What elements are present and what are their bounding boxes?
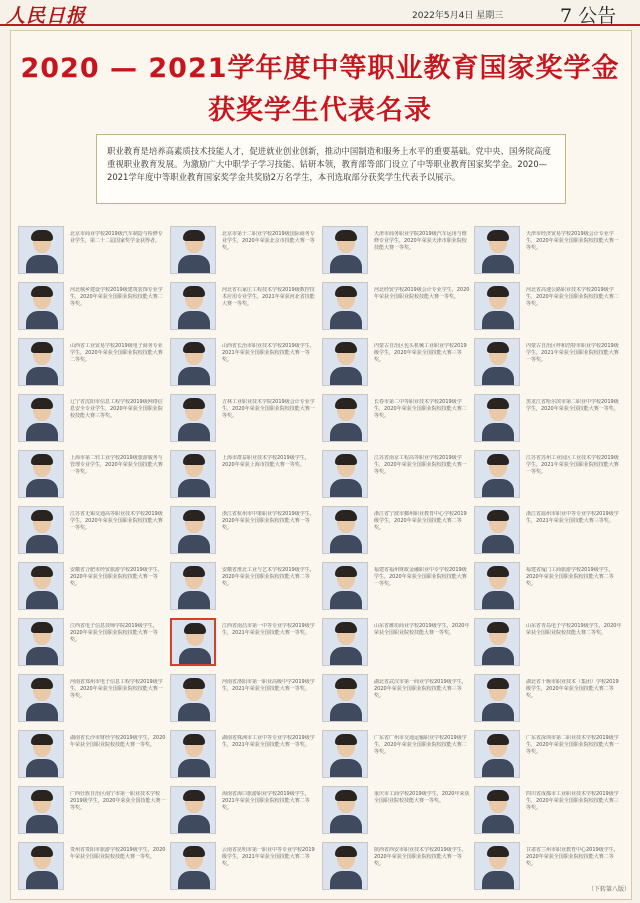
- student-card: [320, 724, 472, 780]
- student-photo: [322, 506, 368, 554]
- student-photo: [170, 730, 216, 778]
- continued-note: （下转第八版）: [588, 886, 631, 893]
- student-photo: [18, 450, 64, 498]
- student-description: 安徽省淮北工业与艺术学校2019级学生，2020年荣获全国职业院校技能大赛二等奖。: [222, 567, 315, 587]
- student-description: 河南省洛阳市第一职业高级中学2019级学生，2021年荣获全国技能大赛一等奖。: [222, 679, 315, 692]
- student-photo: [322, 730, 368, 778]
- student-card: [168, 276, 320, 332]
- student-photo: [18, 338, 64, 386]
- student-description: 广东省深圳市第二职业技术学校2019级学生，2020年荣获全国职业院校技能大赛一等奖。: [526, 735, 619, 755]
- student-card: [320, 500, 472, 556]
- student-card: [472, 332, 624, 388]
- student-description: 黑龙江省哈尔滨市第二职业中学校2019级学生，2020年荣获全国技能大赛一等奖。: [526, 399, 619, 412]
- student-description: 贵州省贵阳市旅游学校2019级学生，2020年荣获全国职业院校技能大赛一等奖。: [70, 847, 166, 860]
- student-photo: [474, 394, 520, 442]
- student-photo: [322, 842, 368, 890]
- student-photo: [170, 506, 216, 554]
- student-description: 福建省福州财政金融职业中专学校2019级学生，2020年荣获全国职业院校技能大赛一等奖。: [374, 567, 467, 587]
- student-card: [472, 220, 624, 276]
- student-description: 浙江省杭州市中策职业学校2019级学生，2020年荣获全国职业院校技能大赛一等奖。: [222, 511, 315, 531]
- student-card: [472, 612, 624, 668]
- student-photo: [474, 226, 520, 274]
- student-photo: [18, 226, 64, 274]
- student-description: 四川省成都市工业职业技术学校2019级学生，2020年荣获全国职业院校技能大赛三等奖。: [526, 791, 619, 811]
- student-description: 山东省青岛电子学校2019级学生，2020年荣获全国职业院校技能大赛二等奖。: [526, 623, 622, 636]
- student-description: 安徽省合肥市经贸旅游学校2019级学生，2020年荣获全国职业院校技能大赛一等奖。: [70, 567, 163, 587]
- student-photo: [18, 282, 64, 330]
- student-photo: [474, 674, 520, 722]
- student-photo: [170, 450, 216, 498]
- student-photo: [322, 282, 368, 330]
- student-photo: [18, 562, 64, 610]
- student-description: 河北省石家庄工程技术学校2019级数控技术应用专业学生，2021年荣获河北省技能大赛一等奖。: [222, 287, 315, 307]
- student-photo: [18, 786, 64, 834]
- student-photo: [474, 842, 520, 890]
- student-photo: [170, 282, 216, 330]
- student-card: [168, 332, 320, 388]
- page-number: 7 公告: [560, 5, 617, 27]
- student-description: 广西壮族自治区南宁市第一职业技术学校2019级学生，2020年荣获全国技能大赛一等奖。: [70, 791, 166, 811]
- student-photo: [322, 786, 368, 834]
- student-photo: [322, 618, 368, 666]
- student-description: 长春市第二中等职业技术学校2019级学生，2020年荣获全国职业院校技能大赛二等奖。: [374, 399, 467, 419]
- student-photo: [170, 674, 216, 722]
- student-description: 广东省广州市交通运输职业学校2019级学生，2020年荣获全国职业院校技能大赛二等奖。: [374, 735, 467, 755]
- student-card: [168, 836, 320, 892]
- page-title-line1: 2020 — 2021学年度中等职业教育国家奖学金: [20, 53, 620, 84]
- student-card: [168, 556, 320, 612]
- student-photo: [474, 730, 520, 778]
- student-card: [320, 780, 472, 836]
- student-description: 天津市商务职业学院2019级汽车运用与维修专业学生，2020年荣获天津市职业院校技能大赛一等奖。: [374, 231, 467, 251]
- student-description: 吉林工业职业技术学院2019级会计专业学生，2020年荣获全国职业院校技能大赛一等奖。: [222, 399, 315, 419]
- student-description: 山东省潍坊商业学校2019级学生，2020年荣获全国职业院校技能大赛一等奖。: [374, 623, 470, 636]
- student-description: 江苏省无锡交通高等职业技术学校2019级学生，2020年荣获全国职业院校技能大赛一等奖。: [70, 511, 163, 531]
- student-photo: [474, 786, 520, 834]
- student-card: [472, 780, 624, 836]
- student-photo: [322, 450, 368, 498]
- student-card: [472, 388, 624, 444]
- student-card: [16, 612, 168, 668]
- student-card: [168, 780, 320, 836]
- student-photo: [474, 562, 520, 610]
- student-description: 浙江省温州市职业中等专业学校2019级学生，2021年荣获全国技能大赛三等奖。: [526, 511, 619, 524]
- student-card: [472, 724, 624, 780]
- student-card: [16, 724, 168, 780]
- student-card: [472, 556, 624, 612]
- student-photo: [474, 506, 520, 554]
- student-card: [168, 724, 320, 780]
- student-card: [16, 780, 168, 836]
- student-description: 江苏省苏州工业园区工业技术学校2019级学生，2021年荣获全国职业院校技能大赛一等奖。: [526, 455, 619, 475]
- student-grid: [16, 220, 624, 892]
- newspaper-logo: 人民日报: [6, 5, 87, 27]
- student-description: 山西省长治市职业技术学校2019级学生，2021年荣获全国职业院校技能大赛一等奖。: [222, 343, 315, 363]
- student-description: 上海市群益职业技术学校2019级学生，2020年荣获上海市技能大赛一等奖。: [222, 455, 310, 468]
- student-photo: [474, 618, 520, 666]
- student-card: [472, 500, 624, 556]
- student-description: 河北经贸学校2019级会计专业学生，2020年荣获全国职业院校技能大赛一等奖。: [374, 287, 470, 300]
- student-description: 天津市经济贸易学校2019级会计专业学生，2020年荣获全国职业院校技能大赛一等奖。: [526, 231, 619, 251]
- student-photo: [170, 786, 216, 834]
- student-card: [320, 276, 472, 332]
- student-card: [168, 668, 320, 724]
- student-photo: [322, 562, 368, 610]
- student-description: 湖北省武汉市第一商业学校2019级学生，2020年荣获全国职业院校技能大赛三等奖。: [374, 679, 467, 699]
- student-card: [320, 332, 472, 388]
- issue-date: 2022年5月4日 星期三: [412, 11, 504, 21]
- student-description: 北京市商业学校2019级汽车制造与检修专业学生，第二十二届国家奖学金获得者。: [70, 231, 163, 244]
- student-card: [472, 276, 624, 332]
- student-description: 福建省厦门工商旅游学校2019级学生，2020年荣获全国职业院校技能大赛二等奖。: [526, 567, 614, 587]
- student-card: [320, 388, 472, 444]
- student-photo: [18, 730, 64, 778]
- student-description: 辽宁省沈阳市信息工程学校2019级网络信息安全专业学生，2020年荣获全国职业院校技能大赛三等奖。: [70, 399, 163, 419]
- student-photo: [18, 674, 64, 722]
- student-card: [168, 444, 320, 500]
- student-photo: [18, 506, 64, 554]
- student-card: [16, 836, 168, 892]
- student-description: 内蒙古自治区包头机械工业职业学校2019级学生，2020年荣获全国技能大赛三等奖。: [374, 343, 467, 363]
- student-photo: [170, 394, 216, 442]
- student-photo: [170, 226, 216, 274]
- student-description: 山西省工业贸易学校2019级电子商务专业学生，2020年荣获全国职业院校技能大赛二等奖。: [70, 343, 163, 363]
- student-photo: [170, 618, 216, 666]
- student-description: 陕西省西安市职业技术学校2019级学生，2020年荣获全国职业院校技能大赛一等奖。: [374, 847, 467, 867]
- intro-box: [96, 134, 566, 204]
- student-photo: [322, 674, 368, 722]
- student-card: [320, 668, 472, 724]
- student-card: [472, 444, 624, 500]
- student-description: 河北省高速公路职业技术学校2019级学生，2020年荣获全国职业院校技能大赛二等奖。: [526, 287, 619, 307]
- student-card: [16, 220, 168, 276]
- student-description: 北京市第十二职业学校2019级国际商务专业学生，2020年荣获北京市技能大赛一等奖。: [222, 231, 315, 251]
- student-photo: [322, 226, 368, 274]
- student-card: [168, 612, 320, 668]
- student-card: [472, 668, 624, 724]
- student-description: 重庆市工商学校2019级学生，2020年荣获全国职业院校技能大赛一等奖。: [374, 791, 470, 804]
- student-description: 河南省郑州市电子信息工程学校2019级学生，2020年荣获全国职业院校技能大赛一等奖。: [70, 679, 163, 699]
- student-photo: [170, 562, 216, 610]
- student-card: [320, 836, 472, 892]
- student-card: [16, 556, 168, 612]
- student-description: 甘肃省兰州市职业教育中心2019级学生，2020年荣获全国职业院校技能大赛二等奖。: [526, 847, 619, 867]
- student-description: 内蒙古自治区呼和浩特市职业学校2019级学生，2021年荣获全国职业院校技能大赛一等奖。: [526, 343, 619, 363]
- student-card: [16, 276, 168, 332]
- student-photo: [18, 394, 64, 442]
- student-card: [16, 668, 168, 724]
- student-description: 江西省南昌市第一中等专业学校2019级学生，2021年荣获全国技能大赛一等奖。: [222, 623, 315, 636]
- intro-text: 职业教育是培养高素质技术技能人才，促进就业创业创新，推动中国制造和服务上水平的重要基础。党中央、国务院高度重视职业教育发展。为激励广大中职学子学习技能、钻研本领，教育部等部门设立了中等职业教育国家奖学金。2020—2021学年度中等职业教育国家奖学金共奖励2万名学生，本刊选取部分获奖学生代表予以展示。: [107, 146, 551, 182]
- page-title-line2: 获奖学生代表名录: [208, 95, 432, 126]
- student-photo: [474, 450, 520, 498]
- student-description: 浙江省宁波市鄞州职业教育中心学校2019级学生，2020年荣获全国技能大赛二等奖。: [374, 511, 467, 531]
- student-photo: [18, 618, 64, 666]
- student-description: 江西省电子信息技师学院2019级学生，2020年荣获全国职业院校技能大赛一等奖。: [70, 623, 158, 643]
- student-description: 江苏省南京工程高等职业学校2019级学生，2020年荣获全国职业院校技能大赛一等奖。: [374, 455, 467, 475]
- student-photo: [322, 338, 368, 386]
- student-card: [320, 220, 472, 276]
- student-photo: [474, 282, 520, 330]
- student-description: 云南省昆明市第一职业中等专业学校2019级学生，2021年荣获全国技能大赛二等奖。: [222, 847, 315, 867]
- student-card: [320, 612, 472, 668]
- student-card: [168, 388, 320, 444]
- student-card: [168, 500, 320, 556]
- student-description: 湖北省十堰市职业技术（集团）学校2019级学生，2020年荣获全国技能大赛二等奖。: [526, 679, 619, 699]
- student-card: [16, 500, 168, 556]
- student-description: 湖南省长沙市财经学校2019级学生，2020年荣获全国职业院校技能大赛一等奖。: [70, 735, 166, 748]
- student-card: [320, 444, 472, 500]
- student-description: 上海市第二轻工业学校2019级旅游服务与管理专业学生，2020年荣获全国技能大赛一等奖。: [70, 455, 163, 475]
- student-photo: [18, 842, 64, 890]
- newspaper-masthead: [0, 0, 640, 26]
- student-card: [16, 332, 168, 388]
- student-description: 河北城乡建设学校2019级建筑装饰专业学生，2020年荣获全国职业院校技能大赛二等奖。: [70, 287, 163, 307]
- student-description: 湖南省株洲市工业中等专业学校2019级学生，2021年荣获全国技能大赛一等奖。: [222, 735, 315, 748]
- student-photo: [170, 842, 216, 890]
- student-photo: [170, 338, 216, 386]
- student-photo: [474, 338, 520, 386]
- student-card: [320, 556, 472, 612]
- student-photo: [322, 394, 368, 442]
- student-card: [16, 388, 168, 444]
- student-description: 海南省海口旅游职业学校2019级学生，2021年荣获全国职业院校技能大赛二等奖。: [222, 791, 310, 811]
- student-card: [16, 444, 168, 500]
- student-card: [168, 220, 320, 276]
